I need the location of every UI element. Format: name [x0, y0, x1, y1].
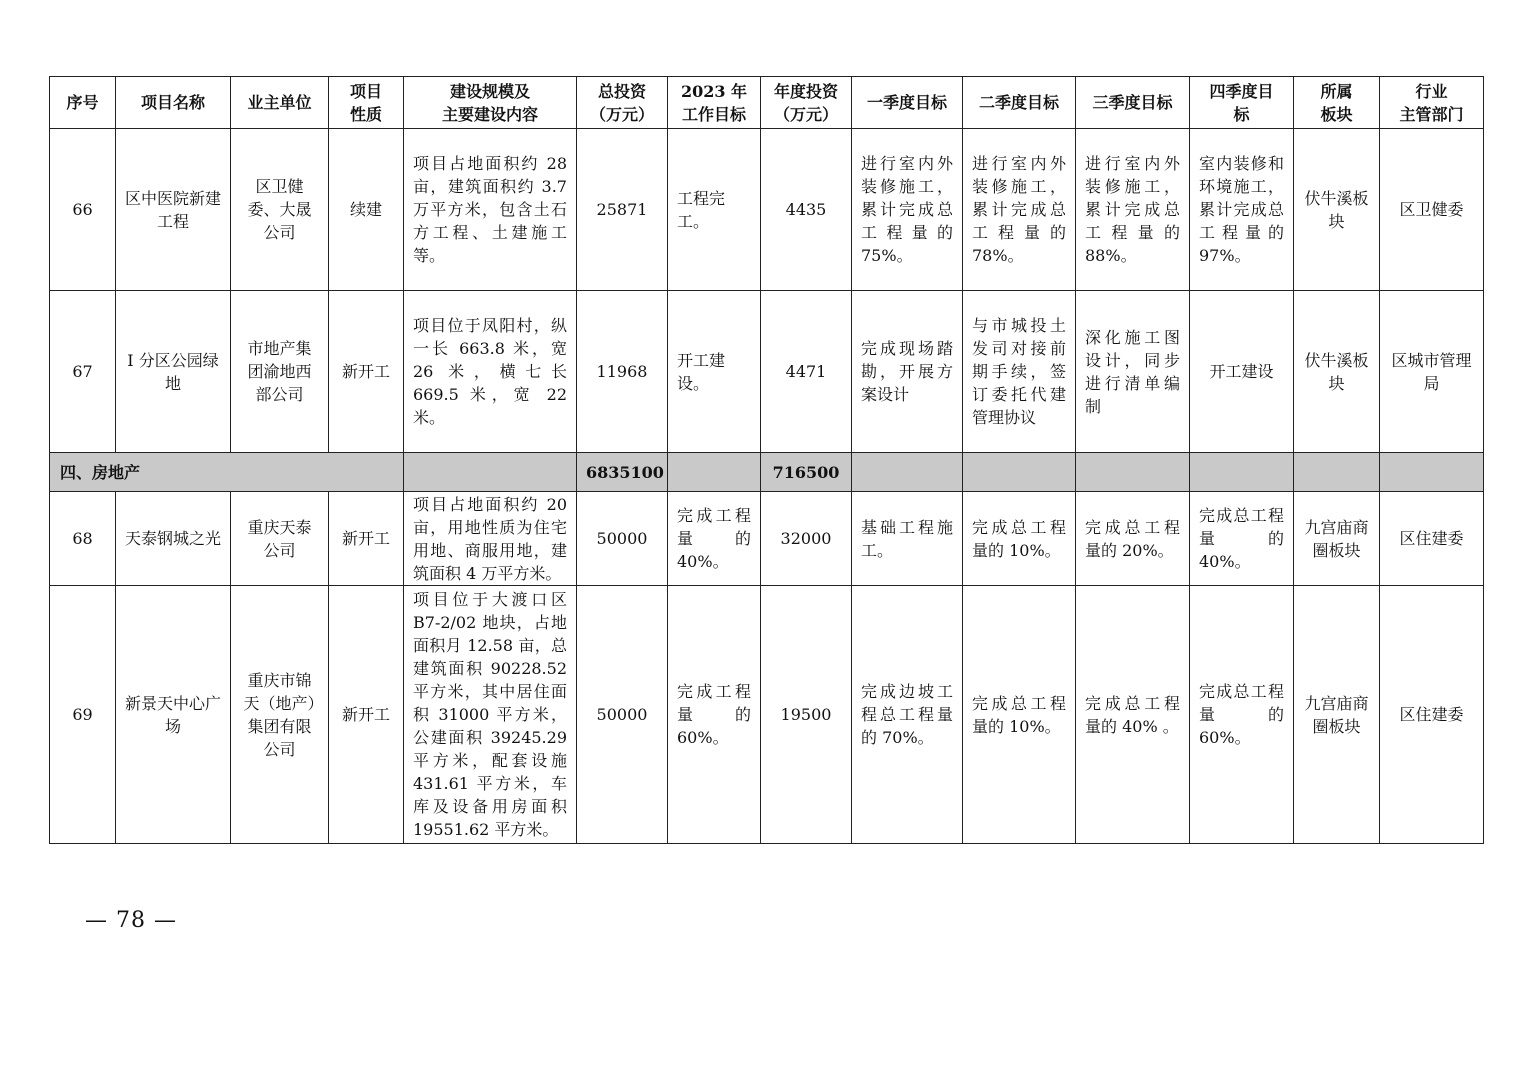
header-owner: 业主单位: [231, 77, 329, 129]
cell-name: 天泰钢城之光: [116, 492, 231, 586]
header-seq: 序号: [50, 77, 116, 129]
section-empty: [1380, 453, 1484, 492]
header-annual-line1: 年度投资: [773, 81, 838, 101]
cell-q1: 进行室内外装修施工，累计完成总工程量的 75%。: [852, 129, 963, 291]
cell-block: 九宫庙商圈板块: [1294, 586, 1380, 844]
cell-seq: 66: [50, 129, 116, 291]
cell-dept: 区住建委: [1380, 586, 1484, 844]
section-empty: [1076, 453, 1190, 492]
project-table: [49, 76, 1484, 844]
cell-annual: 32000: [761, 492, 852, 586]
section-empty: [1190, 453, 1294, 492]
cell-seq: 68: [50, 492, 116, 586]
cell-dept: 区住建委: [1380, 492, 1484, 586]
header-dept: [1380, 77, 1484, 129]
cell-q2: 进行室内外装修施工，累计完成总工程量的 78%。: [963, 129, 1076, 291]
cell-block: 九宫庙商圈板块: [1294, 492, 1380, 586]
cell-total: 11968: [577, 291, 668, 453]
cell-total: 50000: [577, 586, 668, 844]
cell-q2: 完成总工程量的 10%。: [963, 586, 1076, 844]
cell-dept: 区城市管理局: [1380, 291, 1484, 453]
cell-nature: 新开工: [329, 586, 404, 844]
cell-scale: 项目占地面积约 20 亩，用地性质为住宅用地、商服用地，建筑面积 4 万平方米。: [404, 492, 577, 586]
table-row: [50, 492, 1484, 586]
cell-total: 50000: [577, 492, 668, 586]
cell-block: 伏牛溪板块: [1294, 291, 1380, 453]
cell-q3: 完成总工程量的 20%。: [1076, 492, 1190, 586]
table-row: [50, 291, 1484, 453]
section-row: [50, 453, 1484, 492]
header-nature-line2: 性质: [349, 104, 382, 124]
cell-q3: 进行室内外装修施工，累计完成总工程量的 88%。: [1076, 129, 1190, 291]
cell-q4: 完成总工程量的 60%。: [1190, 586, 1294, 844]
cell-annual: 4471: [761, 291, 852, 453]
cell-q2: 与市城投土发司对接前期手续，签订委托代建管理协议: [963, 291, 1076, 453]
header-goal: [668, 77, 761, 129]
cell-name: I 分区公园绿地: [116, 291, 231, 453]
section-annual: 716500: [761, 453, 852, 492]
cell-scale: 项目位于大渡口区 B7-2/02 地块，占地面积月 12.58 亩，总建筑面积 90228.52 平方米，其中居住面积 31000 平方米，公建面积 39245.29 平方米，配套设施 431.61 平方米，车库及设备用房面积 19551.62 平方米。: [404, 586, 577, 844]
cell-name: 区中医院新建工程: [116, 129, 231, 291]
cell-nature: 新开工: [329, 291, 404, 453]
table-row: [50, 129, 1484, 291]
cell-nature: 续建: [329, 129, 404, 291]
cell-goal: 完成工程量的 60%。: [668, 586, 761, 844]
cell-annual: 19500: [761, 586, 852, 844]
table-row: [50, 586, 1484, 844]
page-number: — 78 —: [85, 908, 177, 933]
cell-q1: 完成现场踏勘，开展方案设计: [852, 291, 963, 453]
header-total: [577, 77, 668, 129]
header-total-line2: （万元）: [589, 104, 654, 124]
section-total: 6835100: [577, 453, 668, 492]
cell-owner: 区卫健委、大晟公司: [231, 129, 329, 291]
cell-block: 伏牛溪板块: [1294, 129, 1380, 291]
cell-q2: 完成总工程量的 10%。: [963, 492, 1076, 586]
header-q4-line1: 四季度目: [1209, 81, 1274, 101]
header-scale-line2: 主要建设内容: [441, 104, 538, 124]
cell-q1: 基础工程施工。: [852, 492, 963, 586]
cell-q3: 完成总工程量的 40% 。: [1076, 586, 1190, 844]
cell-owner: 重庆市锦天（地产）集团有限公司: [231, 586, 329, 844]
cell-q4: 完成总工程量的 40%。: [1190, 492, 1294, 586]
header-block: [1294, 77, 1380, 129]
header-goal-line1: 2023 年: [680, 81, 748, 101]
cell-annual: 4435: [761, 129, 852, 291]
header-annual: [761, 77, 852, 129]
section-empty: [963, 453, 1076, 492]
cell-total: 25871: [577, 129, 668, 291]
cell-nature: 新开工: [329, 492, 404, 586]
header-annual-line2: （万元）: [773, 104, 838, 124]
cell-name: 新景天中心广场: [116, 586, 231, 844]
cell-owner: 市地产集团渝地西部公司: [231, 291, 329, 453]
header-nature-line1: 项目: [349, 81, 382, 101]
section-empty: [1294, 453, 1380, 492]
section-label: 四、房地产: [50, 453, 404, 492]
header-scale-line1: 建设规模及: [449, 81, 530, 101]
header-q1: 一季度目标: [852, 77, 963, 129]
cell-q4: 室内装修和环境施工，累计完成总工程量的 97%。: [1190, 129, 1294, 291]
cell-q3: 深化施工图设计，同步进行清单编制: [1076, 291, 1190, 453]
header-nature: [329, 77, 404, 129]
cell-goal: 开工建设。: [668, 291, 761, 453]
header-q4-line2: 标: [1233, 104, 1250, 124]
section-empty: [852, 453, 963, 492]
cell-dept: 区卫健委: [1380, 129, 1484, 291]
cell-goal: 完成工程量的 40%。: [668, 492, 761, 586]
cell-seq: 67: [50, 291, 116, 453]
section-empty: [404, 453, 577, 492]
header-goal-line2: 工作目标: [681, 104, 746, 124]
header-name: 项目名称: [116, 77, 231, 129]
header-row: [50, 77, 1484, 129]
cell-goal: 工程完工。: [668, 129, 761, 291]
cell-scale: 项目占地面积约 28 亩，建筑面积约 3.7 万平方米，包含土石方工程、土建施工等。: [404, 129, 577, 291]
header-q2: 二季度目标: [963, 77, 1076, 129]
header-q3: 三季度目标: [1076, 77, 1190, 129]
header-block-line1: 所属: [1320, 81, 1353, 101]
section-empty: [668, 453, 761, 492]
cell-scale: 项目位于凤阳村，纵一长 663.8 米，宽 26 米，横七长 669.5 米，宽 22 米。: [404, 291, 577, 453]
header-block-line2: 板块: [1320, 104, 1353, 124]
cell-q4: 开工建设: [1190, 291, 1294, 453]
header-total-line1: 总投资: [597, 81, 646, 101]
cell-seq: 69: [50, 586, 116, 844]
header-scale: [404, 77, 577, 129]
header-dept-line1: 行业: [1415, 81, 1448, 101]
cell-owner: 重庆天泰公司: [231, 492, 329, 586]
header-dept-line2: 主管部门: [1399, 104, 1464, 124]
cell-q1: 完成边坡工程总工程量的 70%。: [852, 586, 963, 844]
header-q4: [1190, 77, 1294, 129]
